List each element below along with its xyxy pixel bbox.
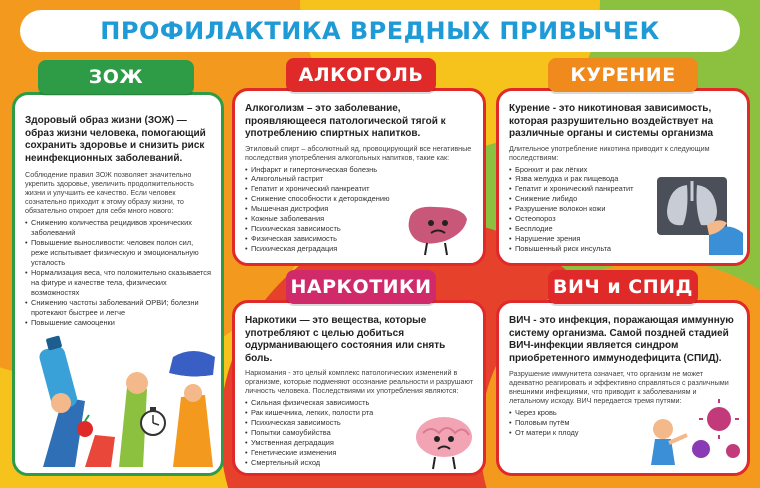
tab-smoking: КУРЕНИЕ: [548, 58, 698, 92]
list-item: • Смертельный исход: [245, 458, 473, 468]
list-item: • Снижение либидо: [509, 194, 737, 204]
list-item: • Остеопороз: [509, 214, 737, 224]
list-item: • Инфаркт и гипертоническая болезнь: [245, 165, 473, 175]
list-item: • Гепатит и хронический панкреатит: [245, 184, 473, 194]
list-item: • Мышечная дистрофия: [245, 204, 473, 214]
list-item: • Язва желудка и рак пищевода: [509, 174, 737, 184]
list-item: • Бронхит и рак лёгких: [509, 165, 737, 175]
alcohol-panel: [232, 88, 486, 266]
list-item: • Нарушение зрения: [509, 234, 737, 244]
list-item: • Снижению количества рецидивов хронических заболеваний: [25, 218, 211, 238]
list-item: • Алкогольный гастрит: [245, 174, 473, 184]
list-item: • Гепатит и хронический панкреатит: [509, 184, 737, 194]
sad-brain-icon: [411, 413, 477, 471]
smoking-panel: [496, 88, 750, 266]
hiv-desc: Разрушение иммунитета означает, что организм не может адекватно реагировать и эффективно справляться с различными внешними инфекциями, что приводит к заболеваниям и летальному исходу. ВИЧ передается тремя путями:: [509, 369, 729, 405]
list-item: • Генетические изменения: [245, 448, 473, 458]
title-bar: [20, 10, 740, 52]
list-item: • От матери к плоду: [509, 428, 737, 438]
list-item: • Разрушение волокон кожи: [509, 204, 737, 214]
list-item: • Через кровь: [509, 408, 737, 418]
drugs-desc: Наркомания - это целый комплекс патологических изменений в организме, которые подменяют осознание реальности и разрушают личность человека. Последствиями их употребления являются:: [245, 368, 473, 395]
list-item: • Повышение выносливости: человек полон сил, реже испытывает физическую и эмоциональную усталость: [25, 238, 211, 268]
page-title: ПРОФИЛАКТИКА ВРЕДНЫХ ПРИВЫЧЕК: [100, 17, 660, 45]
list-item: • Рак кишечника, легких, полости рта: [245, 408, 473, 418]
smoking-lead: Курение - это никотиновая зависимость, которая разрушительно воздействует на различные органы и системы организма: [509, 103, 714, 139]
list-item: • Снижение способности к деторождению: [245, 194, 473, 204]
list-item: • Половым путём: [509, 418, 737, 428]
list-item: • Умственная деградация: [245, 438, 473, 448]
zozh-panel: [12, 92, 224, 476]
list-item: • Снижению частоты заболеваний ОРВИ; болезни протекают быстрее и легче: [25, 298, 211, 318]
alcohol-desc: Этиловый спирт – абсолютный яд, провоцирующий все негативные последствия употребления алкогольных напитков, такие как:: [245, 143, 472, 162]
zozh-desc: Соблюдение правил ЗОЖ позволяет значительно укрепить здоровье, увеличить продолжительность жизни и улучшить ее качество. Если человек сознательно приходит к этому образу жизни, то обязательно откроет для себя много нового:: [25, 170, 194, 215]
list-item: • Психическая зависимость: [245, 418, 473, 428]
tab-hiv: ВИЧ и СПИД: [548, 270, 698, 304]
list-item: • Бесплодие: [509, 224, 737, 234]
list-item: • Сильная физическая зависимость: [245, 398, 473, 408]
list-item: • Кожные заболевания: [245, 214, 473, 224]
list-item: • Нормализация веса, что положительно сказывается на фигуре и качестве тела, физических возможностях: [25, 268, 211, 298]
hiv-panel: [496, 300, 750, 476]
alcohol-lead: Алкоголизм – это заболевание, проявляющееся патологической тягой к употреблению спиртных напитков.: [245, 103, 446, 139]
hiv-lead: ВИЧ - это инфекция, поражающая иммунную систему организма. Самой поздней стадией ВИЧ-инфекции является синдром приобретенного иммунодефицита (СПИД).: [509, 315, 734, 364]
list-item: • Повышение самооценки: [25, 318, 211, 328]
tab-zozh: ЗОЖ: [38, 60, 194, 94]
list-item: • Психическая зависимость: [245, 224, 473, 234]
list-item: • Психическая деградация: [245, 244, 473, 254]
zozh-list: [25, 218, 211, 328]
virus-illustration: [639, 399, 745, 469]
healthy-lifestyle-illustration: [23, 327, 217, 467]
drugs-panel: [232, 300, 486, 476]
list-item: • Попытки самоубийства: [245, 428, 473, 438]
tab-drugs: НАРКОТИКИ: [286, 270, 436, 304]
zozh-lead: Здоровый образ жизни (ЗОЖ) — образ жизни человека, помогающий сохранить здоровье и снизить риск неинфекционных заболеваний.: [25, 115, 206, 164]
list-item: • Физическая зависимость: [245, 234, 473, 244]
drugs-lead: Наркотики — это вещества, которые употребляют с целью добиться одурманивающего состояния или снять боль.: [245, 315, 446, 364]
sad-liver-icon: [405, 201, 471, 257]
list-item: • Повышенный риск инсульта: [509, 244, 737, 254]
lungs-xray-icon: [649, 171, 745, 255]
tab-alcohol: АЛКОГОЛЬ: [286, 58, 436, 92]
smoking-desc: Длительное употребление никотина приводит к следующим последствиям:: [509, 143, 710, 162]
